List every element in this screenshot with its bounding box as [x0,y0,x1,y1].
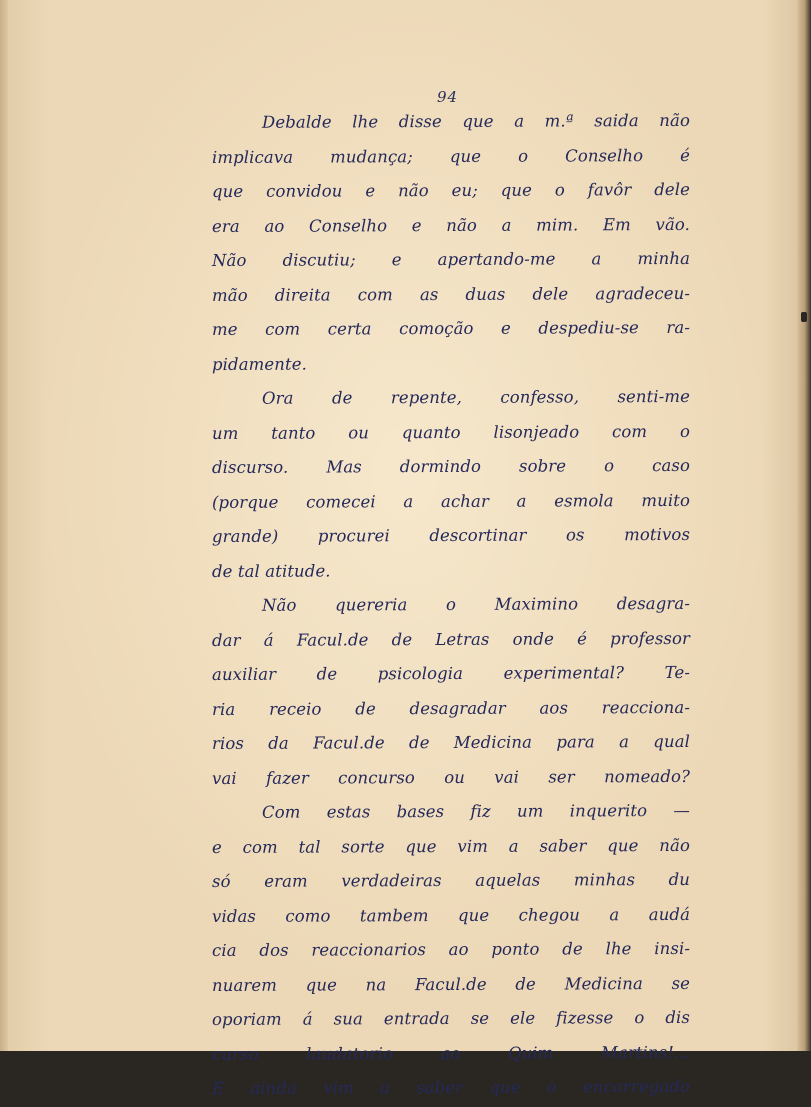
manuscript-line: rios da Facul.de de Medicina para a qual [211,731,691,753]
page-right-edge [797,0,811,1051]
manuscript-line: implicava mudança; que o Conselho é [211,145,691,167]
manuscript-line: oporiam á sua entrada se ele fizesse o dis [211,1007,691,1029]
manuscript-line: vai fazer concurso ou vai ser nomeado? [211,766,691,788]
manuscript-line: Debalde lhe disse que a m.ª saida não [261,110,691,132]
handwritten-text [212,106,690,1107]
manuscript-line: ria receio de desagradar aos reacciona- [211,697,691,719]
manuscript-line: Ora de repente, confesso, senti-me [261,386,691,408]
manuscript-line: cia dos reaccionarios ao ponto de lhe insi- [211,938,691,960]
manuscript-line: discurso. Mas dormindo sobre o caso [211,455,691,477]
manuscript-line: (porque comecei a achar a esmola muito [211,490,691,512]
manuscript-line: e com tal sorte que vim a saber que não [211,835,691,857]
manuscript-line: pidamente. [211,354,307,374]
manuscript-line: vidas como tambem que chegou a audá [211,904,691,926]
manuscript-line: E ainda vim a saber que o encarregado [211,1076,691,1098]
manuscript-line: era ao Conselho e não a mim. Em vão. [211,214,691,236]
manuscript-line: só eram verdadeiras aquelas minhas du [211,869,691,891]
page-number: 94 [437,88,459,106]
page-left-edge [0,0,8,1051]
manuscript-line: Não discutiu; e apertando-me a minha [211,248,691,270]
manuscript-line: curso laudatorio ao Quim Martins!... [211,1042,691,1064]
manuscript-line: que convidou e não eu; que o favôr dele [211,179,691,201]
manuscript-line: mão direita com as duas dele agradeceu- [211,283,691,305]
manuscript-line: de tal atitude. [211,560,331,581]
manuscript-line: Com estas bases fiz um inquerito — [261,800,691,822]
manuscript-line: Não quereria o Maximino desagra- [261,593,691,615]
manuscript-line: um tanto ou quanto lisonjeado com o [211,421,691,443]
manuscript-line: me com certa comoção e despediu-se ra- [211,317,691,339]
manuscript-line: nuarem que na Facul.de de Medicina se [211,973,691,995]
binding-hole [801,312,807,322]
manuscript-line: auxiliar de psicologia experimental? Te- [211,662,691,684]
manuscript-line: dar á Facul.de de Letras onde é professor [211,628,691,650]
manuscript-line: grande) procurei descortinar os motivos [211,524,691,546]
